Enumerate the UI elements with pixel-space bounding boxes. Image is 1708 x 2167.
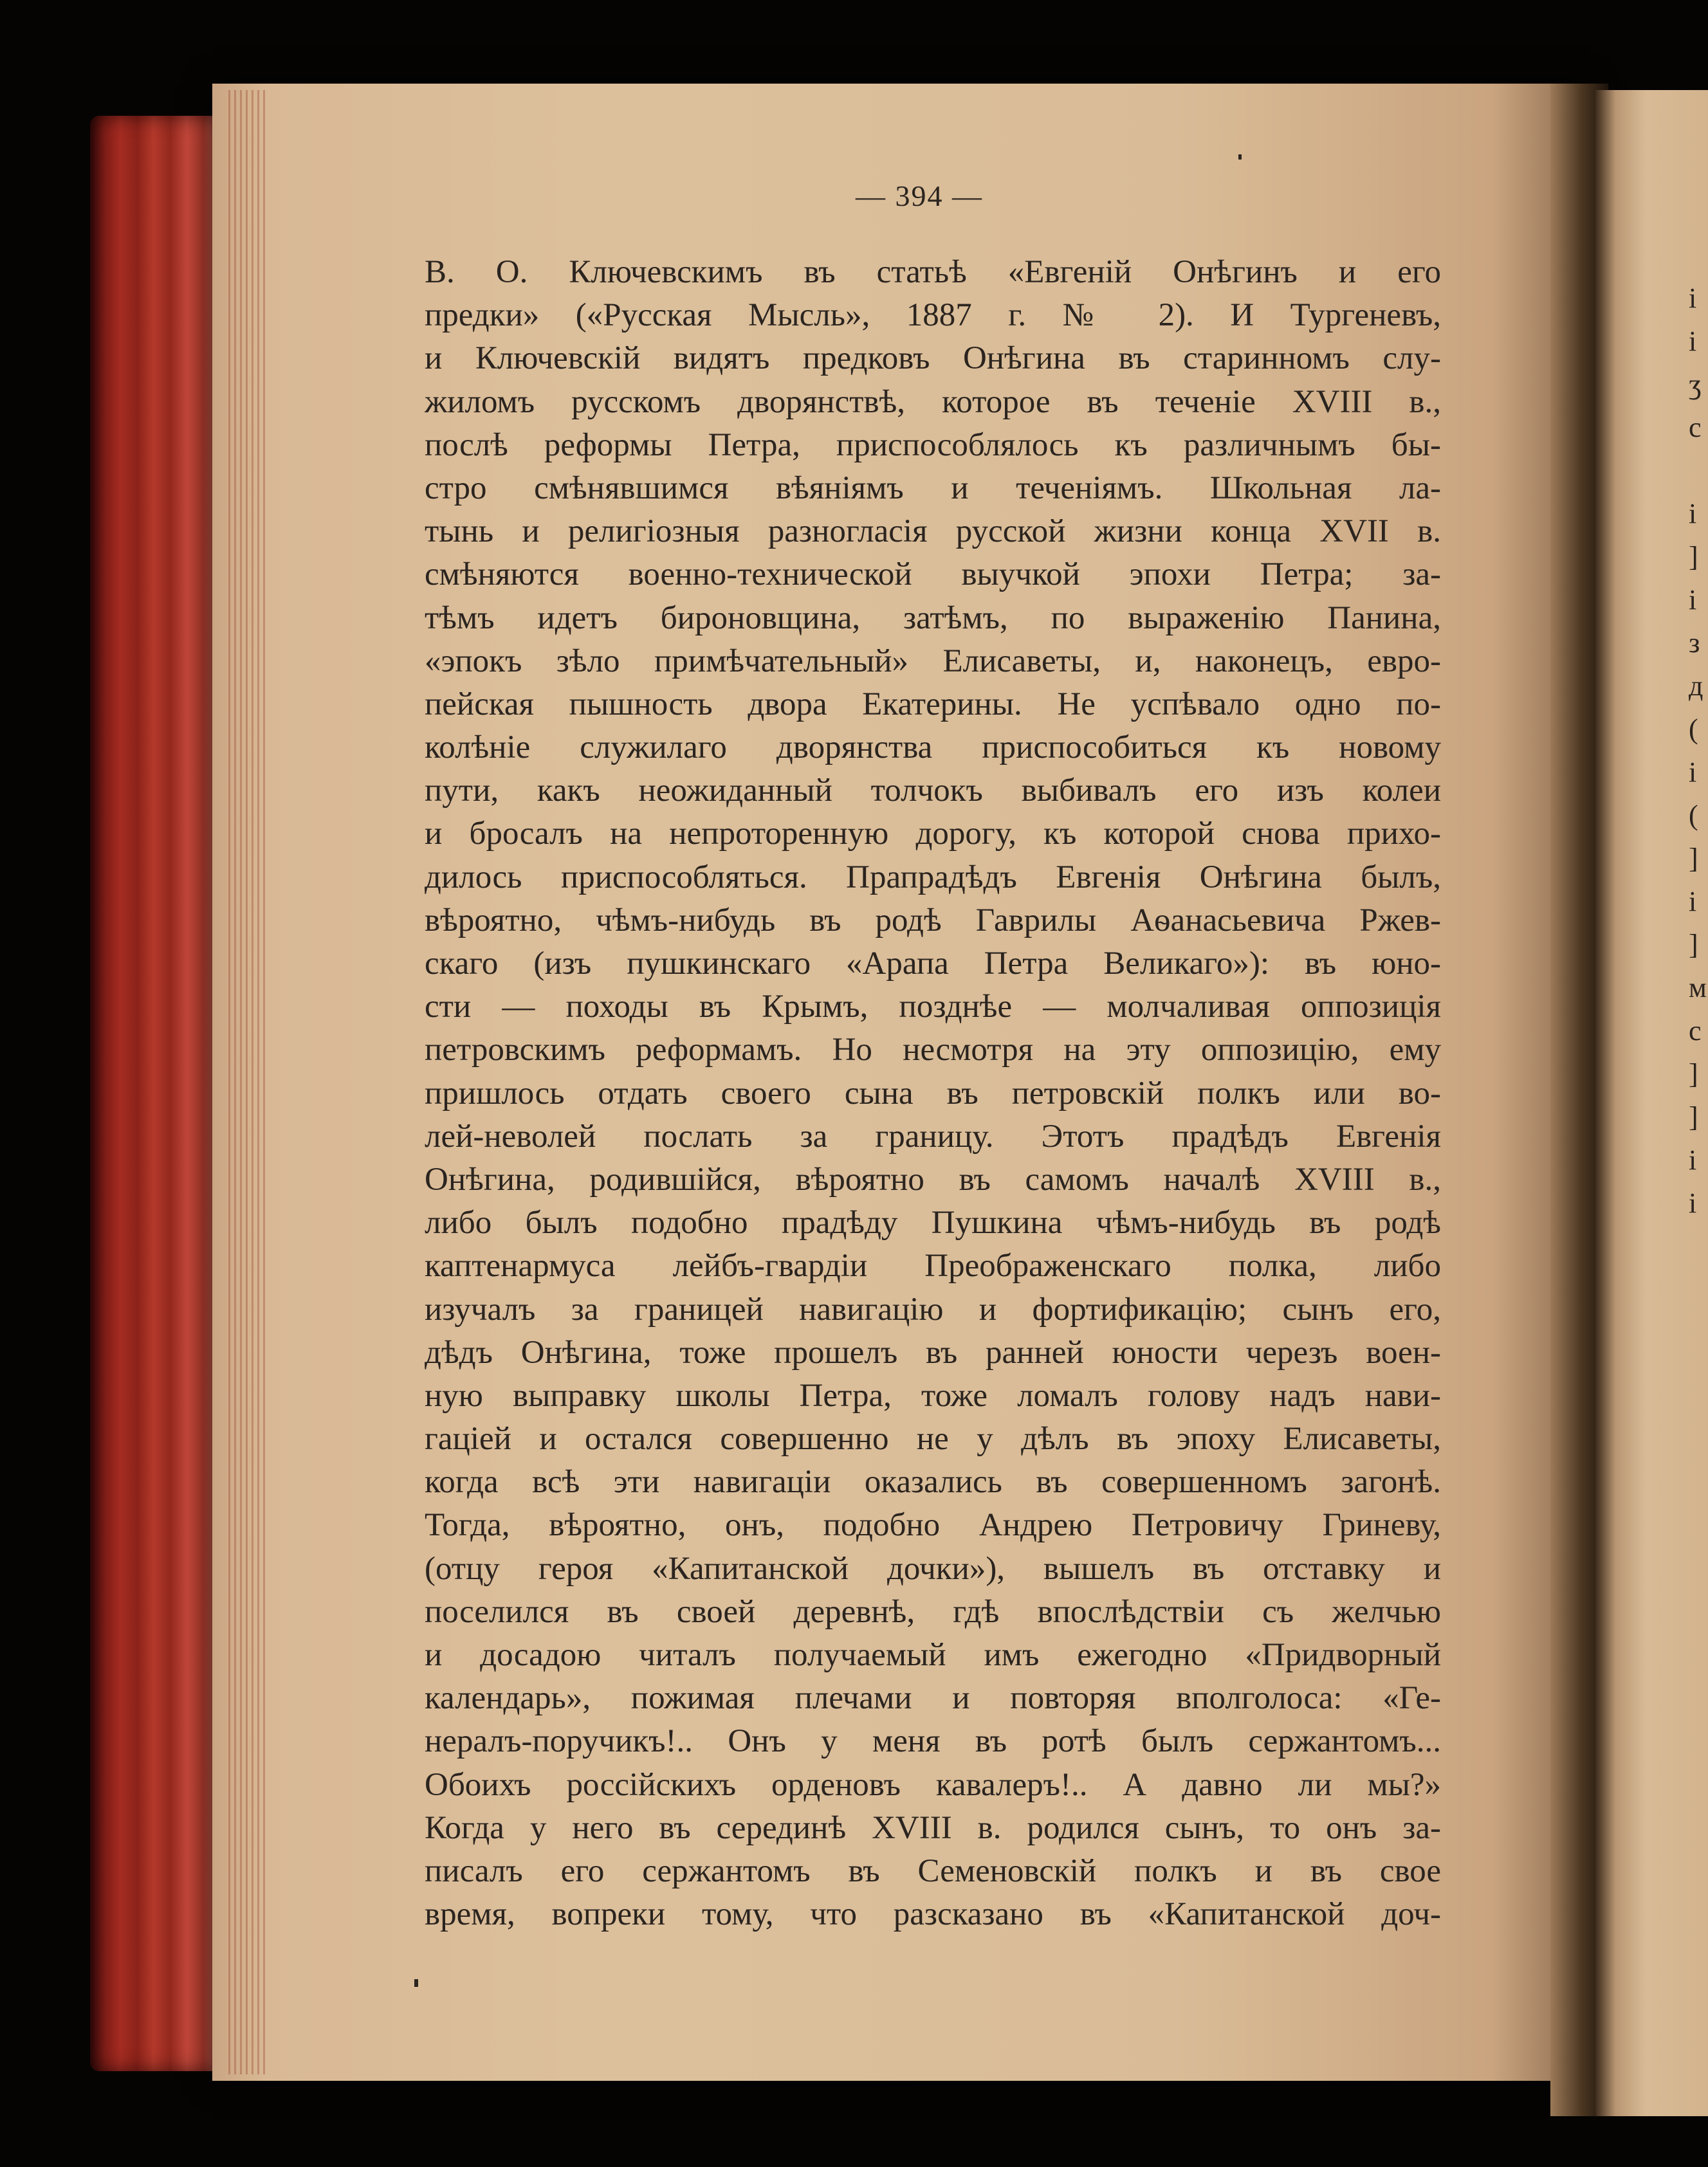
text-line: «эпокъ зѣло примѣчательный» Елисаветы, и, наконецъ, евро- (425, 643, 1441, 679)
page-number: — 394 — (856, 179, 983, 212)
facing-page-fragment: і (1689, 282, 1697, 314)
text-line: и досадою читалъ получаемый имъ ежегодно «Придворный (425, 1637, 1441, 1673)
text-line: изучалъ за границей навигацію и фортификацію; сынъ его, (425, 1291, 1441, 1328)
facing-page-fragment: ] (1689, 1101, 1698, 1133)
text-line: тѣмъ идетъ бироновщина, затѣмъ, по выраженію Панина, (425, 599, 1441, 636)
facing-page-fragment: і (1689, 886, 1697, 917)
text-line: В. О. Ключевскимъ въ статьѣ «Евгеній Онѣгинъ и его (425, 254, 1441, 290)
facing-page-fragment: с (1689, 1015, 1702, 1047)
facing-page-fragment: ] (1689, 541, 1698, 572)
facing-page-fragment: і (1689, 498, 1697, 529)
book-page-block-edge (90, 116, 228, 2071)
text-line: гаціей и остался совершенно не у дѣлъ въ эпоху Елисаветы, (425, 1421, 1441, 1458)
facing-page-fragment: і (1689, 1187, 1697, 1219)
facing-page-text-fragments (1689, 277, 1708, 1225)
facing-page-fragment: ( (1689, 713, 1698, 745)
text-line: и Ключевскій видятъ предковъ Онѣгина въ старинномъ слу- (425, 340, 1441, 377)
text-line: и бросалъ на непротоpенную дорогу, къ которой снова прихо- (425, 816, 1441, 852)
text-line: (отцу героя «Капитанской дочки»), вышелъ въ отставку и (425, 1550, 1441, 1587)
text-line: пути, какъ неожиданный толчокъ выбивалъ его изъ колеи (425, 773, 1441, 809)
page-body-text (425, 251, 1441, 1936)
text-line: когда всѣ эти навигаціи оказались въ совершенномъ загонѣ. (425, 1464, 1441, 1501)
facing-page-fragment: с (1689, 412, 1702, 443)
text-line: время, вопреки тому, что разсказано въ «Капитанской доч- (425, 1896, 1441, 1933)
text-line: предки» («Русская Мысль», 1887 г. № 2). И Тургеневъ, (425, 297, 1441, 334)
text-line: ную выправку школы Петра, тоже ломалъ голову надъ нави- (425, 1377, 1441, 1414)
text-line: писалъ его сержантомъ въ Семеновскій полкъ и въ свое (425, 1852, 1441, 1889)
facing-page-fragment: і (1689, 756, 1697, 788)
text-line: поселился въ своей деревнѣ, гдѣ впослѣдствіи съ желчью (425, 1593, 1441, 1630)
text-line: пришлось отдать своего сына въ петровскій полкъ или во- (425, 1075, 1441, 1111)
text-line: колѣніе служилаго дворянства приспособиться къ новому (425, 729, 1441, 766)
text-line: смѣняются военно-технической выучкой эпохи Петра; за- (425, 556, 1441, 593)
text-line: стро смѣнявшимся вѣяніямъ и теченіямъ. Школьная ла- (425, 470, 1441, 506)
text-line: либо былъ подобно прадѣду Пушкина чѣмъ-нибудь въ родѣ (425, 1205, 1441, 1241)
facing-page-fragment: ] (1689, 1058, 1698, 1090)
facing-page-fragment: ] (1689, 929, 1698, 960)
text-line: дилось приспособляться. Прапрадѣдъ Евгенія Онѣгина былъ, (425, 859, 1441, 895)
ink-speck (1238, 154, 1242, 160)
facing-page-fragment: і (1689, 1144, 1697, 1176)
facing-page-fragment: ] (1689, 843, 1698, 874)
facing-page-fragment: з (1689, 627, 1700, 659)
ink-speck (414, 1979, 418, 1987)
text-line: пейская пышность двора Екатерины. Не успѣвало одно по- (425, 686, 1441, 722)
text-line: послѣ реформы Петра, приспособлялось къ различнымъ бы- (425, 426, 1441, 463)
facing-page-fragment: м (1689, 972, 1707, 1003)
facing-page-fragment: д (1689, 670, 1703, 702)
text-line: скаго (изъ пушкинскаго «Арапа Петра Великаго»): въ юно- (425, 946, 1441, 982)
text-line: нералъ-поручикъ!.. Онъ у меня въ ротѣ былъ сержантомъ... (425, 1723, 1441, 1760)
facing-page-fragment (1689, 449, 1708, 492)
text-line: календарь», пожимая плечами и повторяя вполголоса: «Ге- (425, 1680, 1441, 1717)
text-line: Когда у него въ серединѣ XVIII в. родился сынъ, то онъ за- (425, 1809, 1441, 1846)
text-line: сти — походы въ Крымъ, позднѣе — молчаливая оппозиція (425, 989, 1441, 1025)
text-line: петровскимъ реформамъ. Но несмотря на эту оппозицію, ему (425, 1032, 1441, 1068)
page-edges (228, 90, 267, 2074)
text-line: жиломъ русскомъ дворянствѣ, которое въ теченіе XVIII в., (425, 383, 1441, 420)
text-line: вѣроятно, чѣмъ-нибудь въ родѣ Гаврилы Аѳанасьевича Ржев- (425, 902, 1441, 938)
text-line: Тогда, вѣроятно, онъ, подобно Андрею Петровичу Гриневу, (425, 1507, 1441, 1544)
facing-page-fragment: ( (1689, 800, 1698, 831)
facing-page-fragment: і (1689, 584, 1697, 616)
text-line: Онѣгина, родившійся, вѣроятно въ самомъ началѣ XVIII в., (425, 1161, 1441, 1198)
text-line: дѣдъ Онѣгина, тоже прошелъ въ ранней юности черезъ воен- (425, 1334, 1441, 1371)
facing-page-fragment: і (1689, 325, 1697, 357)
text-line: тынь и религіозныя разногласія русской жизни конца XVII в. (425, 513, 1441, 550)
text-line: каптенармуса лейбъ-гвардіи Преображенскаго полка, либо (425, 1248, 1441, 1285)
facing-page-fragment: ʒ (1689, 369, 1702, 400)
text-line: лей-неволей послать за границу. Этотъ прадѣдъ Евгенія (425, 1118, 1441, 1155)
text-line: Обоихъ россійскихъ орденовъ кавалеръ!.. А давно ли мы?» (425, 1766, 1441, 1803)
